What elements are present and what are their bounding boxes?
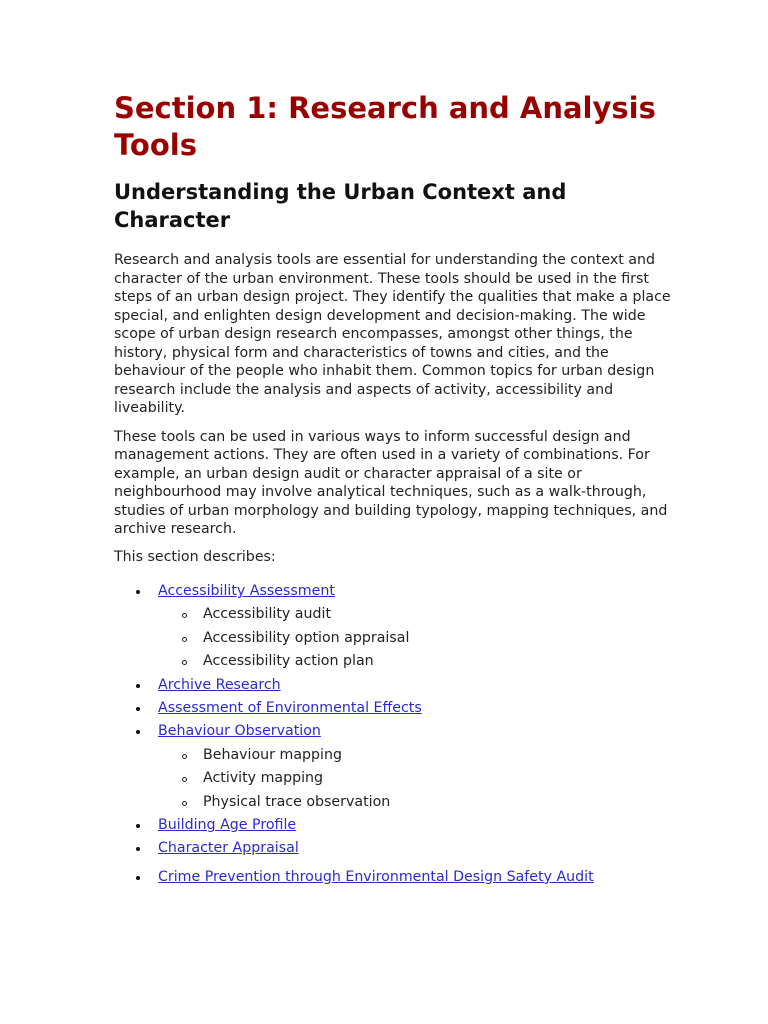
document-content	[114, 90, 674, 889]
topic-link-accessibility-assessment[interactable]: Accessibility Assessment	[158, 583, 335, 599]
topic-list	[114, 580, 674, 889]
section-heading: Section 1: Research and Analysis Tools	[114, 91, 656, 162]
list-item	[114, 866, 674, 889]
body-paragraph-1: Research and analysis tools are essential for understanding the context and character of the urban environment. These tools should be used in the first steps of an urban design project. They identify the qualities that make a place special, and enlighten design development and decision-making. The wide scope of urban design research encompasses, amongst other things, the history, physical form and characteristics of towns and cities, and the behaviour of the people who inhabit them. Common topics for urban design research include the analysis and aspects of activity, accessibility and liveability.	[114, 252, 671, 416]
topic-link-assessment-of-environmental-effects[interactable]: Assessment of Environmental Effects	[158, 700, 422, 717]
sub-list-item: Accessibility audit	[158, 603, 674, 626]
list-item	[114, 720, 674, 814]
topic-link-character-appraisal[interactable]: Character Appraisal	[158, 840, 299, 857]
sub-list-item: Accessibility option appraisal	[158, 627, 674, 650]
topic-link-archive-research[interactable]: Archive Research	[158, 676, 281, 693]
topic-link-crime-prevention-safety-audit[interactable]: Crime Prevention through Environmental Design Safety Audit	[158, 868, 594, 885]
list-item	[114, 814, 674, 837]
sub-list-item: Behaviour mapping	[158, 744, 674, 767]
section-intro: This section describes:	[114, 548, 276, 565]
sub-list-item: Activity mapping	[158, 767, 674, 790]
topic-link-behaviour-observation[interactable]: Behaviour Observation	[158, 723, 321, 740]
sub-list-item: Physical trace observation	[158, 791, 674, 814]
sub-list-item: Accessibility action plan	[158, 650, 674, 673]
list-item	[114, 837, 674, 860]
body-paragraph-2: These tools can be used in various ways to inform successful design and management actions. They are often used in a variety of combinations. For example, an urban design audit or character appraisal of a site or neighbourhood may involve analytical techniques, such as a walk-through, studies of urban morphology and building typology, mapping techniques, and archive research.	[114, 428, 668, 537]
topic-link-building-age-profile[interactable]: Building Age Profile	[158, 817, 297, 834]
list-item	[114, 674, 674, 697]
sub-list	[158, 744, 674, 814]
list-item	[114, 580, 674, 674]
sub-list	[158, 603, 674, 673]
list-item	[114, 697, 674, 720]
section-subheading: Understanding the Urban Context and Character	[114, 180, 567, 232]
